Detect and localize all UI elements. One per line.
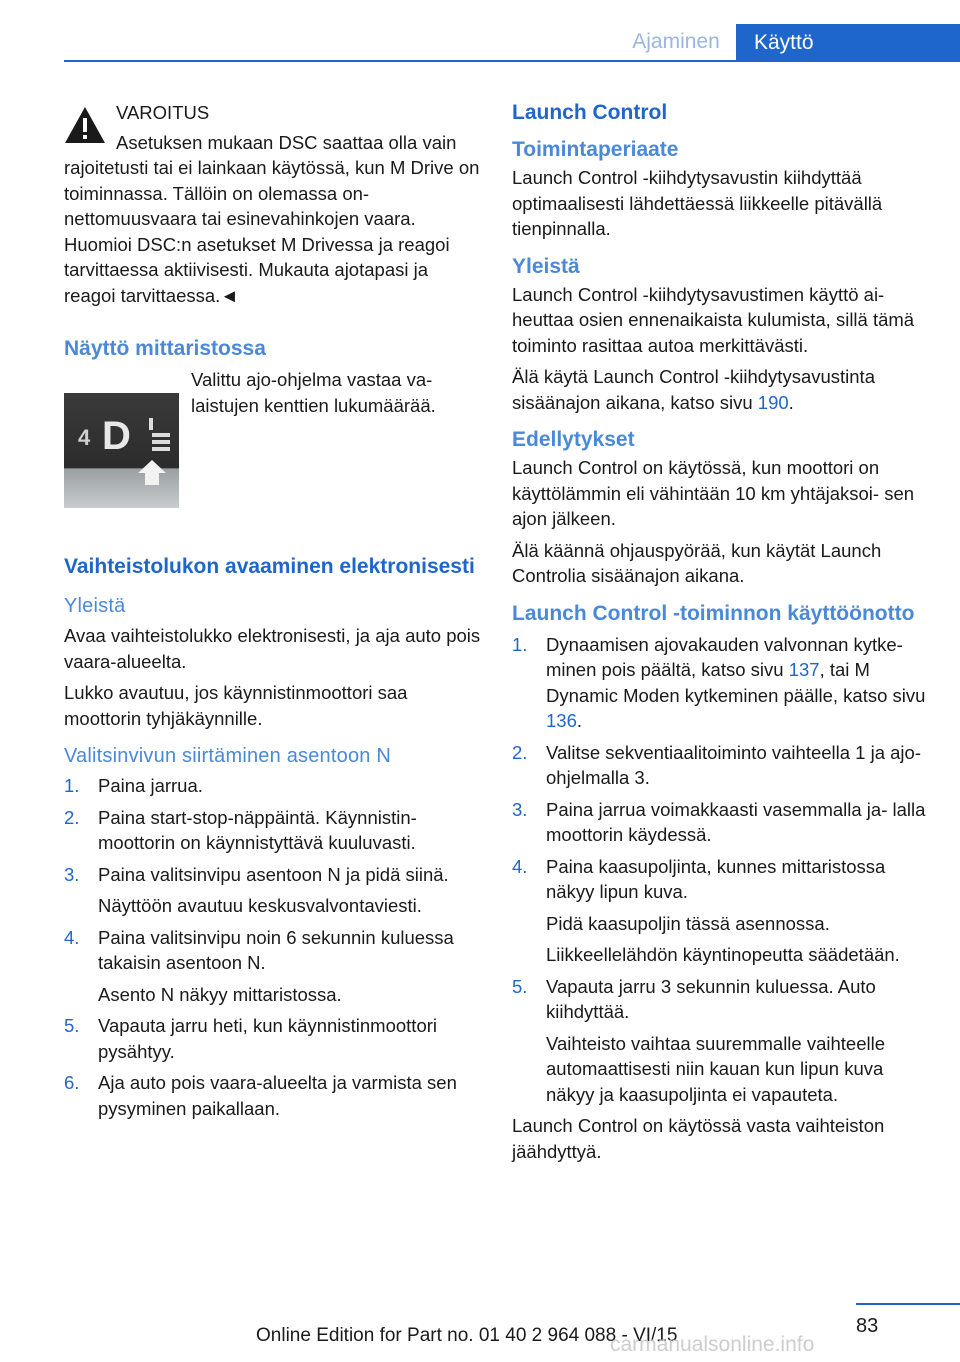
launch-control-title: Launch Control	[512, 101, 668, 124]
list-item: 2. Paina start-stop-näppäintä. Käynnistin- moottorin on käynnistyttävä kuuluvasti.	[64, 806, 417, 853]
principle-heading: Toimintaperiaate	[512, 138, 679, 161]
general-heading: Yleistä	[512, 254, 580, 278]
closing-text: Launch Control on käytössä vasta vaihteiston jäähdyttyä.	[512, 1115, 885, 1162]
list-item: 2. Valitse sekventiaalitoiminto vaihteella 1 ja ajo-ohjelmalla 3.	[512, 741, 921, 788]
watermark: carmanualsonline.info	[610, 1333, 815, 1356]
lever-heading: Valitsinvivun siirtäminen asentoon N	[64, 745, 391, 767]
unlock-p1: Avaa vaihteistolukko elektronisesti, ja aja auto pois vaara-alueelta.	[64, 625, 481, 672]
display-heading: Näyttö mittaristossa	[64, 337, 266, 360]
list-item: 4. Paina kaasupoljinta, kunnes mittaristossa näkyy lipun kuva. Pidä kaasupoljin tässä asennossa. Liikkeellelähdön käyntinopeutta säädetään.	[512, 855, 900, 965]
instrument-cluster-image	[64, 393, 179, 508]
lever-steps	[64, 773, 482, 1121]
general-text-2: Älä käytä Launch Control -kiihdytysavustinta sisäänajon aikana, katso sivu 190.	[512, 366, 875, 413]
activation-steps	[512, 632, 932, 1108]
requirements-heading: Edellytykset	[512, 428, 635, 451]
page-link-137[interactable]: 137	[788, 659, 820, 680]
list-item: 3. Paina jarrua voimakkaasti vasemmalla ja- lalla moottorin käydessä.	[512, 798, 926, 845]
general-text: Launch Control -kiihdytysavustimen käyttö ai- heuttaa osien ennenaikaista kulumista, sillä tämä toiminto rasittaa autoa merkittävästi.	[512, 283, 915, 356]
list-item: 3. Paina valitsinvipu asentoon N ja pidä siinä. Näyttöön avautuu keskusvalvontaviesti.	[64, 863, 449, 916]
warning-text: Asetuksen mukaan DSC saattaa olla vain rajoitetusti tai ei lainkaan käytössä, kun M Drive on toiminnassa. Tällöin on olemassa on- nettomuusvaara tai esinevahinkojen vaara. Huomioi DSC:n asetukset M Drivessa ja reagoi tarvittaessa aktiivisesti. Mukauta ajotapasi ja reagoi tarvittaessa.◄	[64, 131, 480, 306]
unlock-heading: Vaihteistolukon avaaminen elektronisesti	[64, 555, 475, 578]
list-item: 1. Paina jarrua.	[64, 775, 203, 796]
activation-heading: Launch Control -toiminnon käyttöönotto	[512, 601, 915, 625]
principle-text: Launch Control -kiihdytysavustin kiihdyttää optimaalisesti lähdettäessä liikkeelle pitävällä tienpinnalla.	[512, 167, 883, 239]
page-number: 83	[856, 1315, 879, 1337]
page-link-190[interactable]: 190	[757, 391, 789, 413]
list-item: 6. Aja auto pois vaara-alueelta ja varmista sen pysyminen paikallaan.	[64, 1072, 457, 1119]
list-item: 5. Vapauta jarru heti, kun käynnistinmoottori pysähtyy.	[64, 1015, 438, 1062]
page-link-136[interactable]: 136	[546, 710, 577, 731]
requirements-text-2: Älä käännä ohjauspyörää, kun käytät Launch Controlia sisäänajon aikana.	[512, 539, 882, 586]
display-text: Valittu ajo-ohjelma vastaa va- laistujen kenttien lukumäärää.	[191, 369, 436, 416]
list-item: 1. Dynaamisen ajovakauden valvonnan kytke- minen pois päältä, katso sivu 137, tai M Dynamic Moden kytkeminen päälle, katso sivu 136.	[512, 633, 926, 731]
list-item: 4. Paina valitsinvipu noin 6 sekunnin kuluessa takaisin asentoon N. Asento N näkyy mittaristossa.	[64, 926, 454, 1005]
requirements-text-1: Launch Control on käytössä, kun moottori on käyttölämmin eli vähintään 10 km yhtäjaksoi- sen ajon jälkeen.	[512, 457, 915, 529]
header-tab-ajaminen[interactable]: Ajaminen	[632, 30, 720, 53]
gear-digit: 4	[78, 425, 91, 450]
right-column	[512, 100, 932, 1170]
warning-block	[64, 100, 482, 308]
edition-text: Online Edition for Part no. 01 40 2 964 088 - VI/15	[256, 1325, 678, 1346]
list-item: 5. Vapauta jarru 3 sekunnin kuluessa. Auto kiihdyttää. Vaihteisto vaihtaa suuremmalle vaihteelle automaattisesti niin kauan kun lipun kuva näkyy ja kaasupoljinta ei vapauteta.	[512, 975, 886, 1105]
header-tab-kaytto[interactable]: Käyttö	[736, 24, 960, 62]
footer-rule	[856, 1303, 960, 1305]
unlock-p2: Lukko avautuu, jos käynnistinmoottori saa moottorin tyhjäkäynnille.	[64, 682, 408, 729]
warning-triangle-icon	[64, 106, 106, 144]
gear-letter: D	[102, 414, 131, 458]
header-rule	[64, 60, 960, 62]
display-row	[64, 367, 482, 508]
left-column	[64, 100, 482, 1127]
unlock-general-heading: Yleistä	[64, 595, 126, 617]
warning-label: VAROITUS	[116, 102, 210, 123]
